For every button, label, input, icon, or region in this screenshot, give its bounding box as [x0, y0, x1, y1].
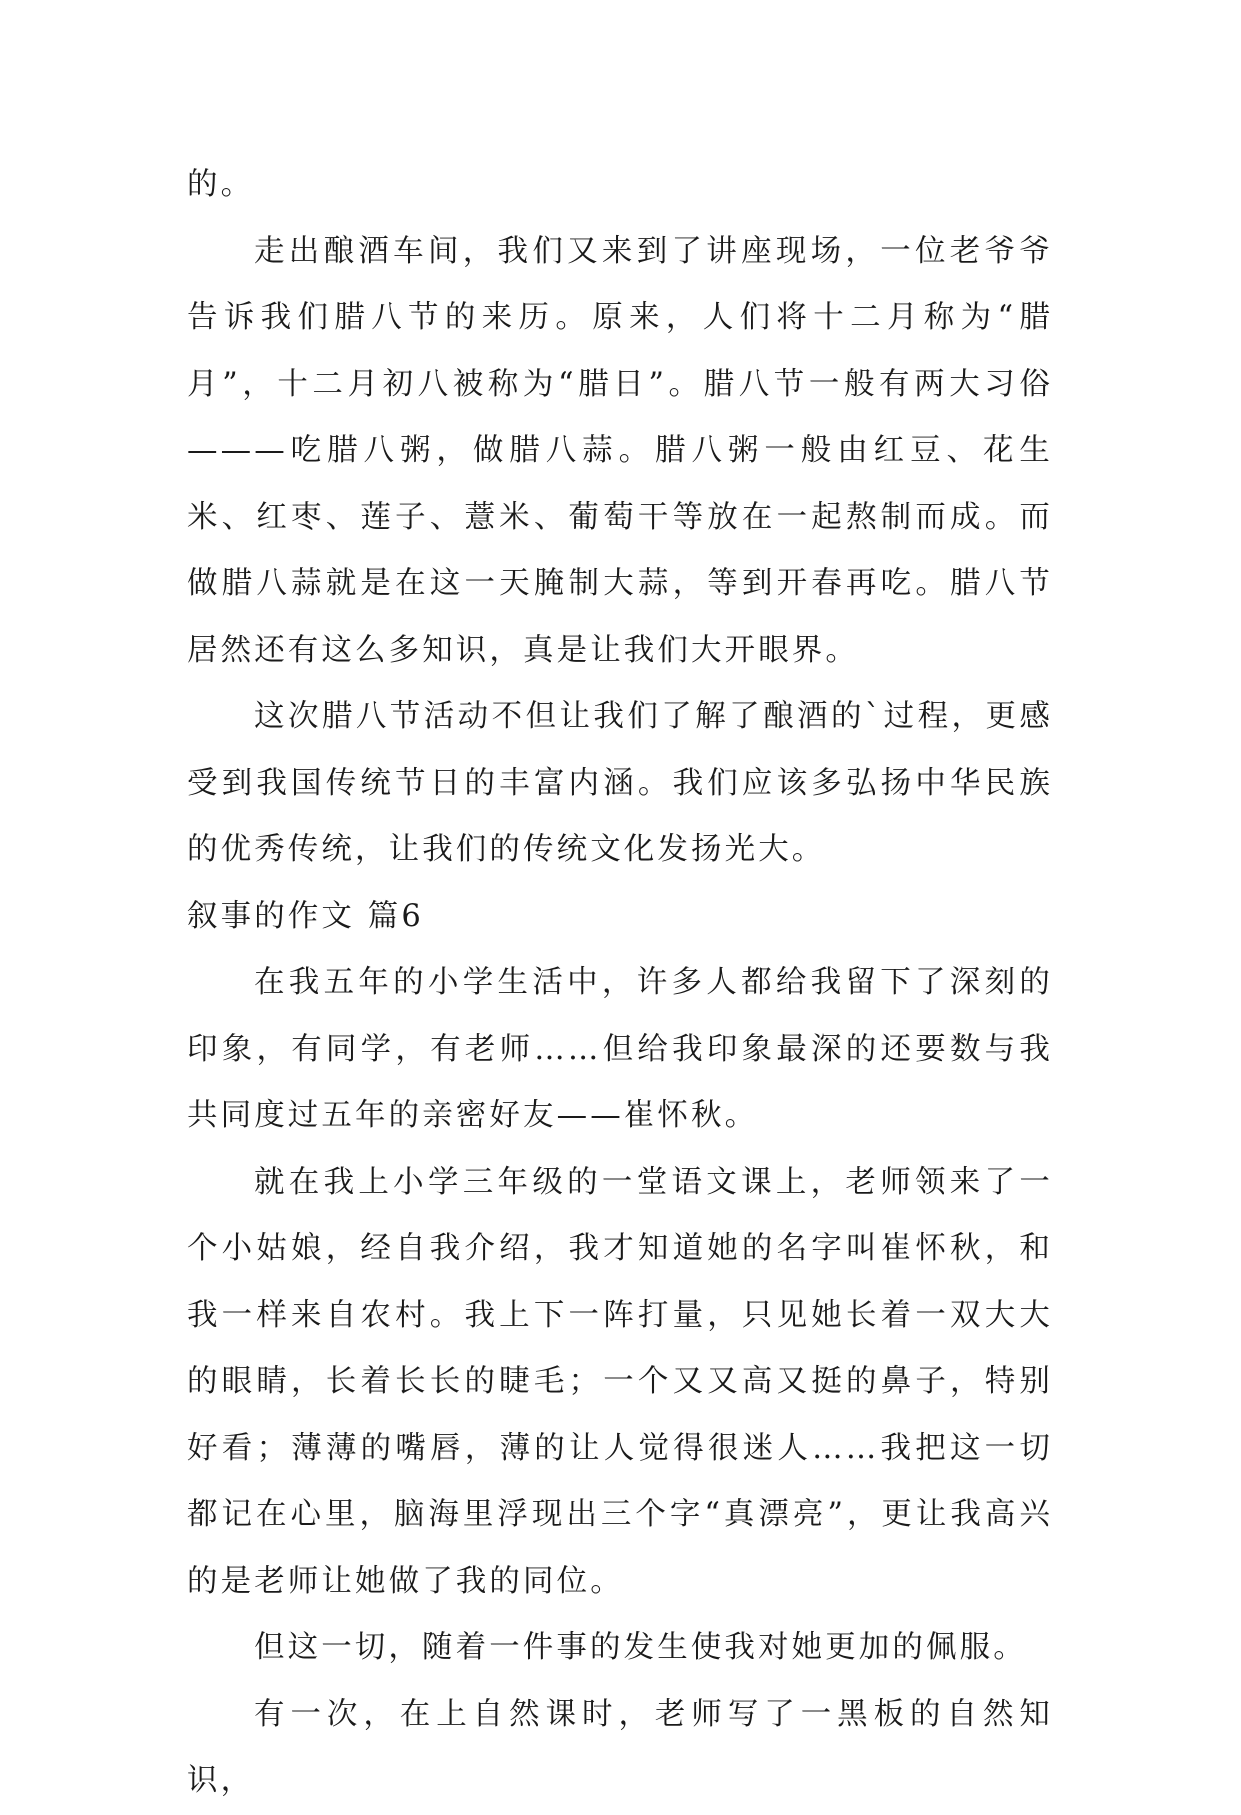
paragraph-friend-intro: 在我五年的小学生活中，许多人都给我留下了深刻的印象，有同学，有老师……但给我印象最深的还要数与我共同度过五年的亲密好友——崔怀秋。: [187, 965, 1053, 1133]
paragraph-laba-history: 走出酿酒车间，我们又来到了讲座现场，一位老爷爷告诉我们腊八节的来历。原来，人们将十二月称为“腊月”，十二月初八被称为“腊日”。腊八节一般有两大习俗———吃腊八粥，做腊八蒜。腊八粥一般由红豆、花生米、红枣、莲子、薏米、葡萄干等放在一起熬制而成。而做腊八蒜就是在这一天腌制大蒜，等到开春再吃。腊八节居然还有这么多知识，真是让我们大开眼界。: [187, 233, 1053, 668]
paragraph-continuation: 的。: [187, 167, 255, 202]
document-body: [187, 152, 1053, 1815]
paragraph-laba-conclusion: 这次腊八节活动不但让我们了解了酿酒的`过程，更感受到我国传统节日的丰富内涵。我们应该多弘扬中华民族的优秀传统，让我们的传统文化发扬光大。: [187, 699, 1053, 867]
paragraph-admiration: 但这一切，随着一件事的发生使我对她更加的佩服。: [254, 1630, 1027, 1665]
paragraph-friend-description: 就在我上小学三年级的一堂语文课上，老师领来了一个小姑娘，经自我介绍，我才知道她的名字叫崔怀秋，和我一样来自农村。我上下一阵打量，只见她长着一双大大的眼睛，长着长长的睫毛；一个又又高又挺的鼻子，特别好看；薄薄的嘴唇，薄的让人觉得很迷人……我把这一切都记在心里，脑海里浮现出三个字“真漂亮”，更让我高兴的是老师让她做了我的同位。: [187, 1164, 1053, 1599]
paragraph-science-class: 有一次，在上自然课时，老师写了一黑板的自然知识，: [187, 1696, 1053, 1798]
section-heading: 叙事的作文 篇6: [187, 898, 424, 934]
